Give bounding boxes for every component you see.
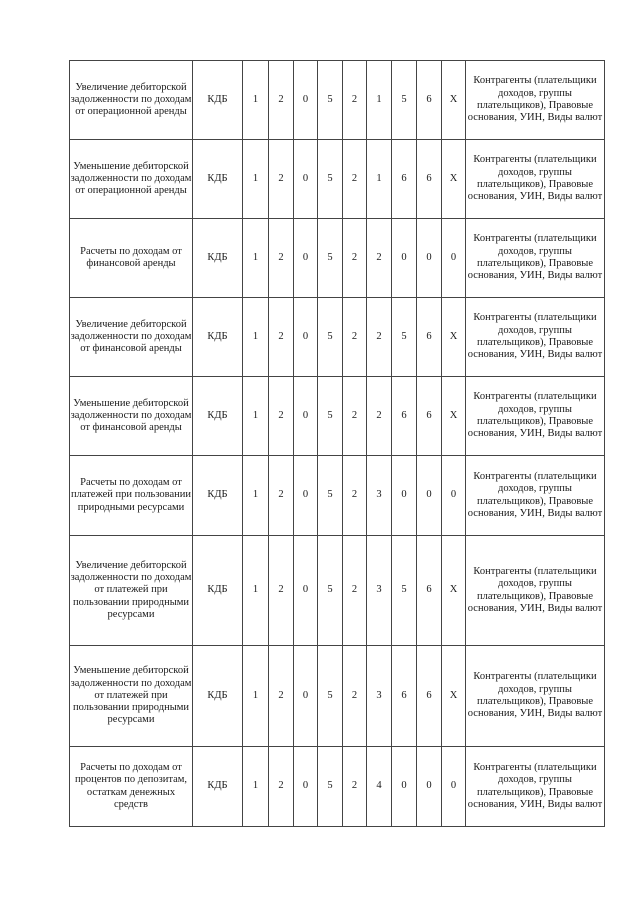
code-digit-cell: 2 (343, 536, 367, 646)
account-name-cell: Расчеты по доходам от процентов по депозитам, остаткам денежных средств (70, 747, 193, 827)
code-digit-cell: 1 (367, 140, 392, 219)
code-digit-cell: Х (442, 140, 466, 219)
code-digit-cell: 6 (417, 61, 442, 140)
code-digit-cell: Х (442, 377, 466, 456)
code-digit-cell: 2 (269, 536, 294, 646)
code-digit-cell: 5 (392, 298, 417, 377)
code-digit-cell: 0 (442, 456, 466, 536)
code-digit-cell: 1 (243, 377, 269, 456)
code-digit-cell: 2 (269, 61, 294, 140)
code-digit-cell: 6 (417, 377, 442, 456)
code-digit-cell: 1 (243, 298, 269, 377)
code-type-cell: КДБ (193, 646, 243, 747)
table-row (70, 646, 605, 747)
analytics-attributes-cell: Контрагенты (плательщики доходов, группы плательщиков), Правовые основания, УИН, Виды валют (466, 219, 605, 298)
accounts-table (69, 60, 605, 827)
code-digit-cell: 5 (318, 377, 343, 456)
code-digit-cell: 0 (392, 747, 417, 827)
code-digit-cell: 2 (269, 646, 294, 747)
table-row (70, 456, 605, 536)
account-name-cell: Расчеты по доходам от платежей при пользовании природными ресурсами (70, 456, 193, 536)
code-digit-cell: 6 (417, 140, 442, 219)
code-digit-cell: 5 (392, 536, 417, 646)
table-row (70, 377, 605, 456)
code-digit-cell: 1 (243, 140, 269, 219)
table-body (70, 61, 605, 827)
code-digit-cell: Х (442, 61, 466, 140)
code-digit-cell: 0 (294, 219, 318, 298)
code-digit-cell: 2 (269, 298, 294, 377)
code-digit-cell: 0 (294, 377, 318, 456)
code-digit-cell: 2 (343, 747, 367, 827)
code-digit-cell: 0 (294, 536, 318, 646)
code-digit-cell: 4 (367, 747, 392, 827)
code-digit-cell: 1 (243, 456, 269, 536)
code-type-cell: КДБ (193, 456, 243, 536)
analytics-attributes-cell: Контрагенты (плательщики доходов, группы плательщиков), Правовые основания, УИН, Виды валют (466, 61, 605, 140)
code-type-cell: КДБ (193, 377, 243, 456)
table-row (70, 747, 605, 827)
code-type-cell: КДБ (193, 536, 243, 646)
code-type-cell: КДБ (193, 61, 243, 140)
code-digit-cell: 5 (318, 298, 343, 377)
analytics-attributes-cell: Контрагенты (плательщики доходов, группы плательщиков), Правовые основания, УИН, Виды валют (466, 377, 605, 456)
account-name-cell: Расчеты по доходам от финансовой аренды (70, 219, 193, 298)
code-digit-cell: 0 (392, 456, 417, 536)
code-digit-cell: 5 (318, 747, 343, 827)
analytics-attributes-cell: Контрагенты (плательщики доходов, группы плательщиков), Правовые основания, УИН, Виды валют (466, 646, 605, 747)
code-digit-cell: 6 (417, 536, 442, 646)
table-row (70, 61, 605, 140)
code-digit-cell: 2 (343, 298, 367, 377)
code-digit-cell: 2 (269, 456, 294, 536)
table-row (70, 219, 605, 298)
code-digit-cell: 0 (417, 456, 442, 536)
analytics-attributes-cell: Контрагенты (плательщики доходов, группы плательщиков), Правовые основания, УИН, Виды валют (466, 456, 605, 536)
account-name-cell: Уменьшение дебиторской задолженности по доходам от операционной аренды (70, 140, 193, 219)
code-digit-cell: 2 (269, 140, 294, 219)
code-digit-cell: 0 (294, 61, 318, 140)
code-type-cell: КДБ (193, 140, 243, 219)
code-digit-cell: 5 (318, 646, 343, 747)
table-row (70, 536, 605, 646)
code-digit-cell: 2 (343, 456, 367, 536)
analytics-attributes-cell: Контрагенты (плательщики доходов, группы плательщиков), Правовые основания, УИН, Виды валют (466, 140, 605, 219)
code-digit-cell: Х (442, 646, 466, 747)
code-digit-cell: 5 (318, 140, 343, 219)
account-name-cell: Увеличение дебиторской задолженности по доходам от финансовой аренды (70, 298, 193, 377)
account-name-cell: Увеличение дебиторской задолженности по доходам от операционной аренды (70, 61, 193, 140)
code-digit-cell: 1 (243, 219, 269, 298)
code-digit-cell: 2 (343, 377, 367, 456)
code-digit-cell: 2 (343, 219, 367, 298)
code-digit-cell: 1 (367, 61, 392, 140)
code-digit-cell: 3 (367, 536, 392, 646)
code-digit-cell: 5 (318, 536, 343, 646)
account-name-cell: Увеличение дебиторской задолженности по доходам от платежей при пользовании природными ресурсами (70, 536, 193, 646)
table-row (70, 140, 605, 219)
code-digit-cell: 6 (417, 298, 442, 377)
code-digit-cell: 1 (243, 646, 269, 747)
code-digit-cell: 0 (392, 219, 417, 298)
analytics-attributes-cell: Контрагенты (плательщики доходов, группы плательщиков), Правовые основания, УИН, Виды валют (466, 747, 605, 827)
code-digit-cell: 1 (243, 61, 269, 140)
code-digit-cell: 1 (243, 536, 269, 646)
code-digit-cell: 0 (294, 140, 318, 219)
account-name-cell: Уменьшение дебиторской задолженности по доходам от финансовой аренды (70, 377, 193, 456)
code-digit-cell: 0 (442, 219, 466, 298)
code-digit-cell: 6 (392, 377, 417, 456)
code-digit-cell: 6 (417, 646, 442, 747)
code-digit-cell: 5 (318, 456, 343, 536)
code-digit-cell: 3 (367, 456, 392, 536)
code-digit-cell: 2 (269, 219, 294, 298)
code-type-cell: КДБ (193, 747, 243, 827)
code-digit-cell: 2 (269, 747, 294, 827)
code-digit-cell: 6 (392, 140, 417, 219)
account-name-cell: Уменьшение дебиторской задолженности по доходам от платежей при пользовании природными ресурсами (70, 646, 193, 747)
code-digit-cell: 0 (294, 456, 318, 536)
code-digit-cell: 1 (243, 747, 269, 827)
code-digit-cell: Х (442, 298, 466, 377)
code-digit-cell: 3 (367, 646, 392, 747)
table-row (70, 298, 605, 377)
code-digit-cell: 2 (269, 377, 294, 456)
code-digit-cell: 0 (294, 747, 318, 827)
code-digit-cell: 2 (367, 219, 392, 298)
code-digit-cell: 0 (294, 298, 318, 377)
code-digit-cell: Х (442, 536, 466, 646)
code-digit-cell: 0 (294, 646, 318, 747)
code-digit-cell: 0 (417, 747, 442, 827)
code-digit-cell: 5 (392, 61, 417, 140)
code-digit-cell: 5 (318, 219, 343, 298)
code-digit-cell: 0 (442, 747, 466, 827)
code-digit-cell: 2 (367, 298, 392, 377)
analytics-attributes-cell: Контрагенты (плательщики доходов, группы плательщиков), Правовые основания, УИН, Виды валют (466, 536, 605, 646)
code-digit-cell: 0 (417, 219, 442, 298)
code-digit-cell: 2 (343, 61, 367, 140)
code-type-cell: КДБ (193, 298, 243, 377)
code-digit-cell: 2 (367, 377, 392, 456)
code-digit-cell: 2 (343, 646, 367, 747)
code-digit-cell: 6 (392, 646, 417, 747)
code-digit-cell: 5 (318, 61, 343, 140)
code-type-cell: КДБ (193, 219, 243, 298)
code-digit-cell: 2 (343, 140, 367, 219)
analytics-attributes-cell: Контрагенты (плательщики доходов, группы плательщиков), Правовые основания, УИН, Виды валют (466, 298, 605, 377)
